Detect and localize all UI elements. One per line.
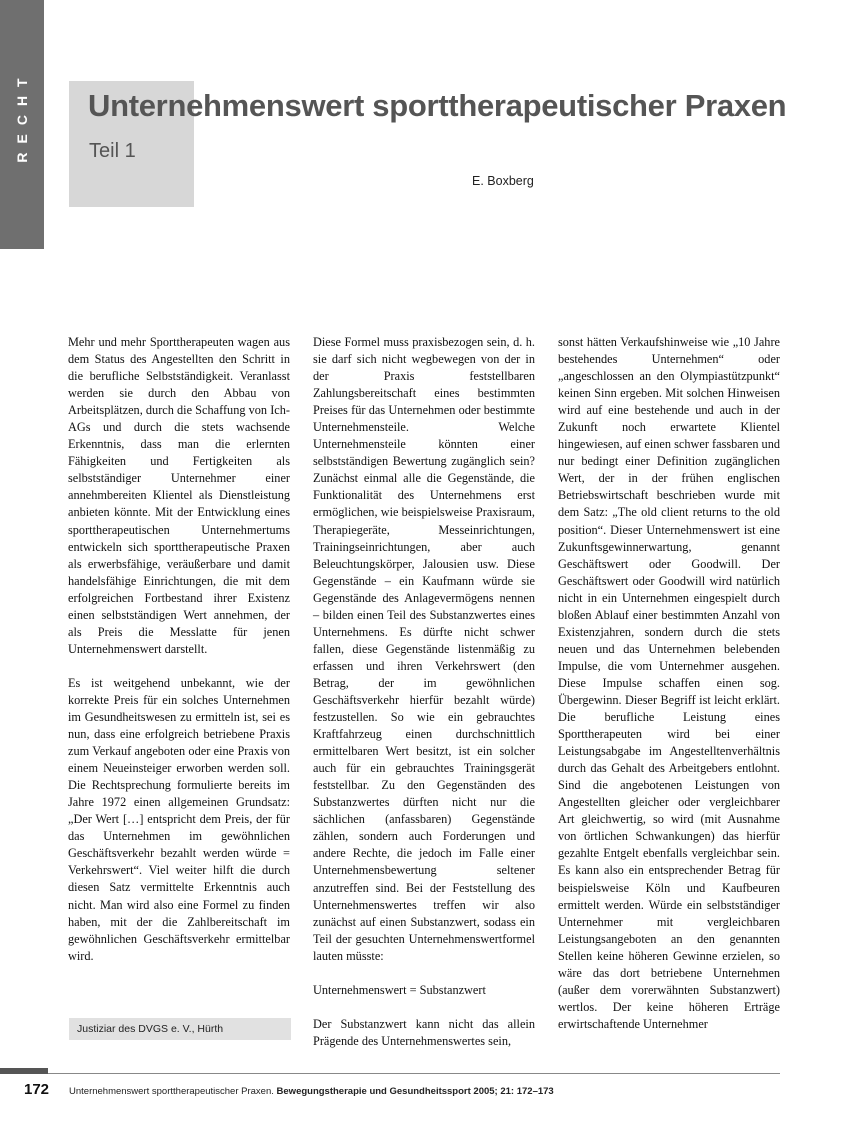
paragraph: Es ist weitgehend unbekannt, wie der korrekte Preis für ein solches Unternehmen im Gesundheitswesen zu ermitteln ist, sei es nun, dass eine erfolgreich betriebene Praxis zum Verkauf angeboten oder eine Praxis von einem Neueinsteiger erworben werden soll. Die Rechtsprechung formulierte bereits im Jahre 1972 einen allgemeinen Grundsatz: „Der Wert […] entspricht dem Preis, der für das Unternehmen im gewöhnlichen Geschäftsverkehr bezahlt werden würde = Verkehrswert“. Viel weiter hilft die durch diesen Satz vermittelte Erkenntnis auch nicht. Man wird also eine Formel zu finden haben, mit der die Zahlbereitschaft im gewöhnlichen Geschäftsverkehr ermittelbar wird. (68, 675, 290, 963)
paragraph: Diese Formel muss praxisbezogen sein, d. h. sie darf sich nicht wegbewegen von der in der Praxis feststellbaren Zahlungsbereitschaft eines bestimmten Preises für das Unternehmen oder bestimmte Unternehmensteile. Welche Unternehmensteile könnten einer selbstständigen Bewertung zugänglich sein? Zunächst einmal alle die Gegenstände, die Funktionalität des Unternehmens erst ermöglichen, wie beispielsweise Praxisraum, Therapiegeräte, Messeinrichtungen, Trainingseinrichtungen, aber auch Beleuchtungskörper, Jalousien usw. Diese Gegenstände – ein Kaufmann würde sie Gegenstände des Anlagevermögens nennen – bilden einen Teil des Substanzwertes eines Unternehmens. Es dürfte nicht schwer fallen, diese Gegenstände listenmäßig zu erfassen und ihren Verkehrswert (den Betrag, der im gewöhnlichen Geschäftsverkehr hierfür bezahlt würde) festzustellen. So wie ein gebrauchtes Kraftfahrzeug einen durchschnittlich ermittelbaren Wert besitzt, ist ein solcher auch für ein gebrauchtes Trainingsgerät feststellbar. Zu den Gegenständen des Substanzwertes dürften nicht nur die sächlichen (anfassbaren) Gegenstände zählen, sondern auch Forderungen und andere Rechte, die jedoch im Falle einer Unternehmensbewertung seltener anzutreffen sind. Bei der Feststellung des Unternehmenswertes treffen wir also zunächst auf einen Substanzwert, sodass ein Teil der gesuchten Unternehmenswertformel lauten müsste: (313, 335, 535, 963)
section-label: RECHT (14, 69, 30, 163)
paragraph: sonst hätten Verkaufshinweise wie „10 Jahre bestehendes Unternehmen“ oder „angeschlossen an den Olympiastützpunkt“ keinen Sinn ergeben. Mit solchen Hinweisen wird auf eine bestehende und auch in der Zukunft noch erwartete Klientel hingewiesen, auf einen schwer fassbaren und nur bedingt einer Definition zugänglichen Wert, der in der frühen englischen Betriebswirtschaft beschrieben wurde mit dem Satz: „The old client returns to the old position“. Dieser Unternehmenswert ist eine Zukunftsgewinnerwartung, genannt Geschäftswert oder Goodwill. Der Geschäftswert oder Goodwill wird natürlich nicht in ein Unternehmen eingespielt durch bloßen Ablauf einer bestimmten Anzahl von Existenzjahren, sondern durch die stets neuen und das Unternehmen belebenden Impulse, die vom Unternehmer ausgehen. Diese Impulse schaffen einen sog. Übergewinn. Dieser Begriff ist leicht erklärt. Die berufliche Leistung eines Sporttherapeuten wird bei einer Leistungsabgabe im Angestelltenverhältnis durch das Gehalt des Arbeitgebers entlohnt. Sind die angebotenen Leistungen von Angestellten gleicher oder vergleichbarer Art gleichwertig, so wird (mit Ausnahme von örtlichen Schwankungen) das hierfür gezahlte Entgelt ebenfalls vergleichbar sein. Es kann also ein entsprechender Betrag für beispielsweise Köln und Kaufbeuren ermittelt werden. Würde ein selbstständiger Unternehmer mit vergleichbaren Leistungsangeboten an den genannten Stellen keine höheren Gewinne erzielen, so wäre das dort betriebene Unternehmen (außer dem vorerwähnten Substanzwert) wertlos. Der keine höheren Erträge erwirtschaftende Unternehmer (558, 335, 780, 1031)
citation-title: Unternehmenswert sporttherapeutischer Praxen. (69, 1086, 277, 1097)
formula: Unternehmenswert = Substanzwert (313, 982, 486, 997)
paragraph: Mehr und mehr Sporttherapeuten wagen aus dem Status des Angestellten den Schritt in die berufliche Selbstständigkeit. Veranlasst werden sie durch den Abbau von Arbeitsplätzen, durch die Schaffung von Ich-AGs und durch die stets wachsende Erkenntnis, dass man die erlernten Fähigkeiten und Fertigkeiten als selbstständiger Unternehmer einer annehmbereiten Klientel als Dienstleistung anbieten könnte. Mit der Entwicklung eines sporttherapeutischen Unternehmertums entwickeln sich sporttherapeutische Praxen als erwerbsfähige, veräußerbare und damit handelsfähige Einrichtungen, die mit dem erfolgreichen Fortbestand ihrer Existenz einen selbstständigen Wert annehmen, der als Preis die Messlatte für jenen Unternehmenswert darstellt. (68, 335, 290, 656)
author-affiliation: Justiziar des DVGS e. V., Hürth (69, 1018, 291, 1040)
paragraph: Der Substanzwert kann nicht das allein Prägende des Unternehmenswertes sein, (313, 1016, 535, 1048)
text-column-3 (558, 334, 780, 1033)
article-title: Unternehmenswert sporttherapeutischer Praxen (88, 88, 787, 123)
footer-accent-bar (0, 1068, 48, 1074)
section-tab (0, 0, 44, 249)
page-number: 172 (24, 1081, 50, 1098)
article-author: E. Boxberg (472, 174, 534, 188)
footer-citation (69, 1086, 554, 1097)
article-subtitle: Teil 1 (89, 140, 136, 162)
citation-journal: Bewegungstherapie und Gesundheitssport 2005; 21: 172–173 (276, 1086, 554, 1097)
text-column-1 (68, 334, 290, 965)
footer-rule (48, 1073, 780, 1074)
text-column-2 (313, 334, 535, 1050)
